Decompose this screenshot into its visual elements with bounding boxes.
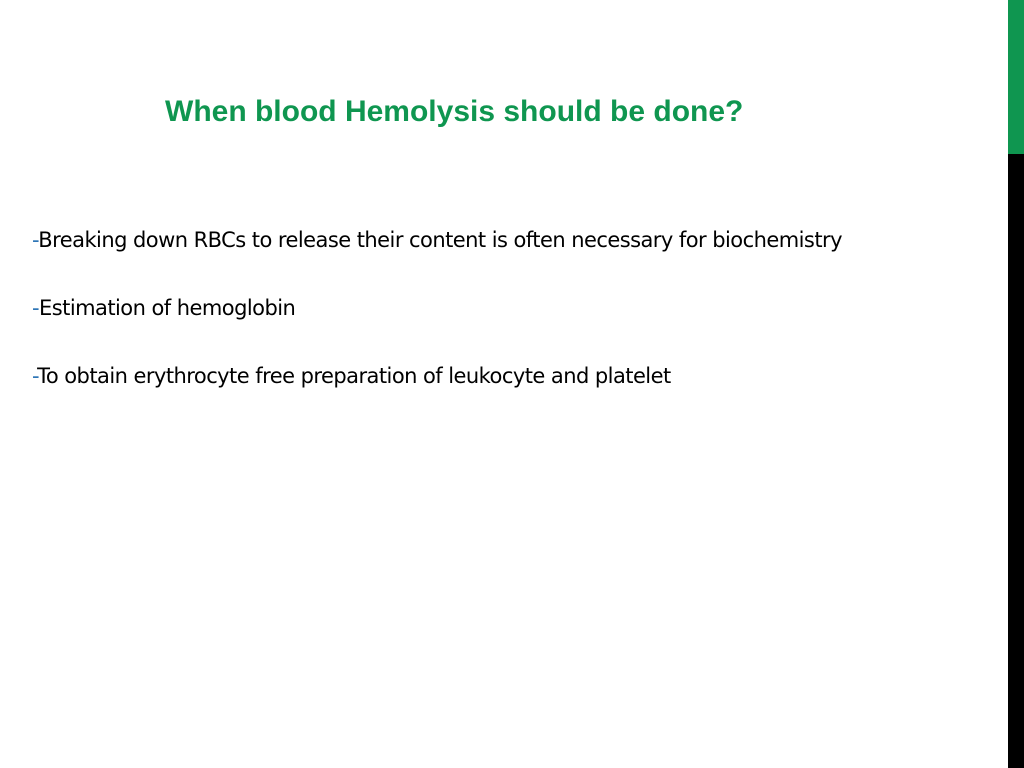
side-bar: [1008, 0, 1024, 768]
bullet-item: [32, 360, 992, 392]
bullet-text: To obtain erythrocyte free preparation of leukocyte and platelet: [37, 364, 671, 388]
bullet-marker: -: [32, 296, 40, 320]
side-bar-accent: [1008, 0, 1024, 154]
bullet-text: Estimation of hemoglobin: [39, 296, 296, 320]
bullet-marker: -: [32, 364, 38, 388]
bullet-text: Breaking down RBCs to release their content is often necessary for biochemistry: [38, 228, 842, 252]
slide-title: When blood Hemolysis should be done?: [165, 95, 744, 128]
bullet-item: [32, 224, 992, 256]
bullet-list: [32, 224, 992, 428]
bullet-marker: -: [32, 228, 39, 252]
bullet-item: [32, 292, 992, 324]
